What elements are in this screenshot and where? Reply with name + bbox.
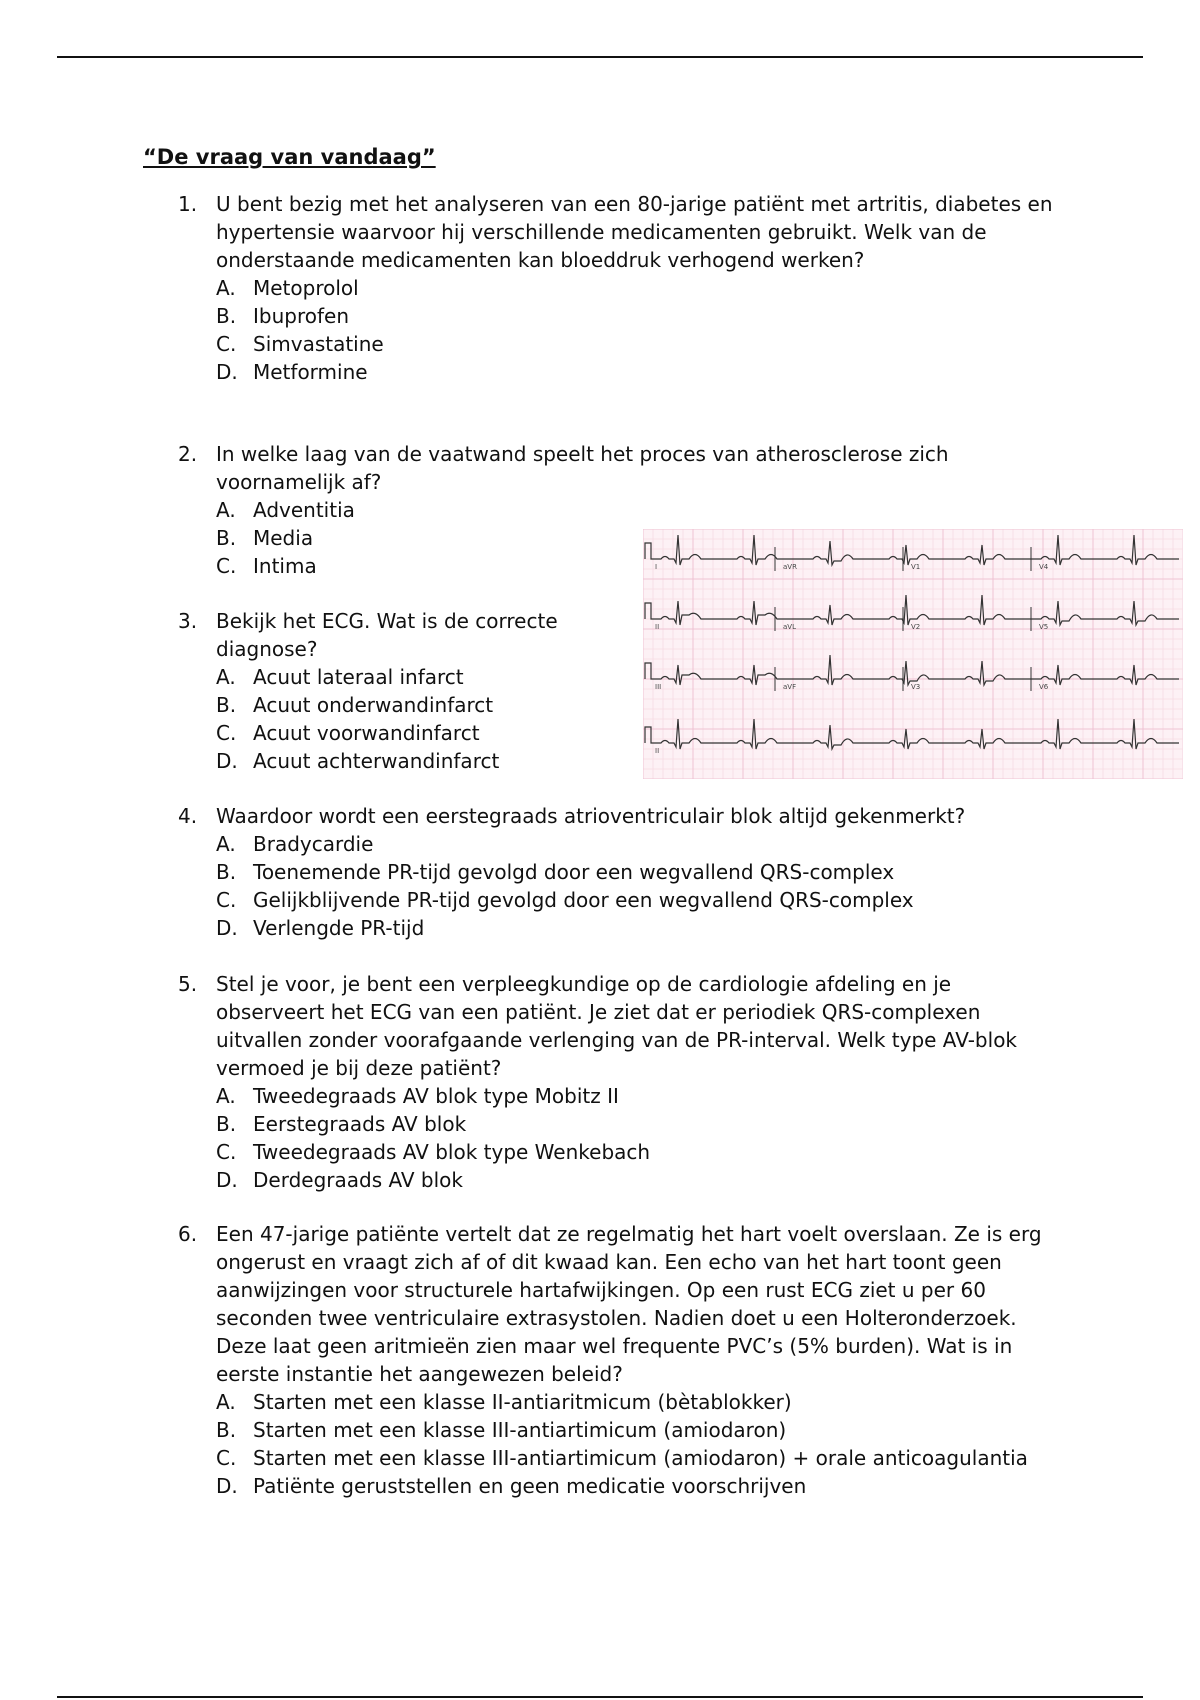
answer-option-a[interactable] — [216, 830, 1058, 858]
answer-option-c[interactable] — [216, 719, 618, 747]
answer-option-b[interactable] — [216, 858, 1058, 886]
option-text: Metoprolol — [253, 276, 359, 300]
option-text: Tweedegraads AV blok type Wenkebach — [253, 1140, 651, 1164]
option-letter: B. — [216, 1112, 237, 1136]
svg-text:V1: V1 — [911, 563, 921, 571]
option-letter: A. — [216, 1084, 236, 1108]
option-letter: C. — [216, 1140, 237, 1164]
answer-option-d[interactable] — [216, 914, 1058, 942]
question-number: 4. — [178, 804, 198, 828]
answer-options — [216, 663, 618, 775]
answer-option-b[interactable] — [216, 691, 618, 719]
option-letter: C. — [216, 554, 237, 578]
answer-option-a[interactable] — [216, 274, 1058, 302]
question-1 — [178, 190, 1058, 386]
answer-option-d[interactable] — [216, 358, 1058, 386]
option-text: Bradycardie — [253, 832, 374, 856]
question-text: In welke laag van de vaatwand speelt het proces van atherosclerose zich voornamelijk af? — [216, 442, 949, 494]
question-4 — [178, 802, 1058, 942]
answer-option-b[interactable] — [216, 1110, 1058, 1138]
option-text: Simvastatine — [253, 332, 384, 356]
answer-options — [216, 1388, 1058, 1500]
answer-options — [216, 830, 1058, 942]
option-text: Intima — [253, 554, 317, 578]
question-5 — [178, 970, 1058, 1194]
answer-option-c[interactable] — [216, 330, 1058, 358]
answer-option-c[interactable] — [216, 1138, 1058, 1166]
svg-text:aVR: aVR — [783, 563, 797, 571]
option-letter: B. — [216, 860, 237, 884]
option-text: Starten met een klasse II-antiaritmicum (bètablokker) — [253, 1390, 792, 1414]
option-text: Media — [253, 526, 314, 550]
answer-option-c[interactable] — [216, 1444, 1058, 1472]
option-letter: C. — [216, 888, 237, 912]
option-text: Acuut onderwandinfarct — [253, 693, 494, 717]
option-letter: A. — [216, 665, 236, 689]
option-letter: C. — [216, 332, 237, 356]
answer-options — [216, 1082, 1058, 1194]
option-text: Starten met een klasse III-antiartimicum (amiodaron) — [253, 1418, 787, 1442]
question-text: Waardoor wordt een eerstegraads atrioventriculair blok altijd gekenmerkt? — [216, 804, 966, 828]
option-letter: A. — [216, 1390, 236, 1414]
question-text: Stel je voor, je bent een verpleegkundige op de cardiologie afdeling en je observeert het ECG van een patiënt. Je ziet dat er periodiek QRS-complexen uitvallen zonder voorafgaande verlenging van de PR-interval. Welk type AV-blok vermoed je bij deze patiënt? — [216, 972, 1018, 1080]
ecg-image — [643, 529, 1183, 779]
option-letter: B. — [216, 526, 237, 550]
answer-option-b[interactable] — [216, 1416, 1058, 1444]
answer-option-c[interactable] — [216, 886, 1058, 914]
answer-option-a[interactable] — [216, 1388, 1058, 1416]
question-text: U bent bezig met het analyseren van een 80-jarige patiënt met artritis, diabetes en hypertensie waarvoor hij verschillende medicamenten gebruikt. Welk van de onderstaande medicamenten kan bloeddruk verhogend werken? — [216, 192, 1053, 272]
question-number: 2. — [178, 442, 198, 466]
option-text: Adventitia — [253, 498, 355, 522]
option-text: Acuut achterwandinfarct — [253, 749, 500, 773]
answer-option-d[interactable] — [216, 1472, 1058, 1500]
option-letter: D. — [216, 360, 238, 384]
option-letter: B. — [216, 693, 237, 717]
answer-option-b[interactable] — [216, 302, 1058, 330]
option-letter: C. — [216, 721, 237, 745]
option-text: Toenemende PR-tijd gevolgd door een wegvallend QRS-complex — [253, 860, 895, 884]
option-letter: B. — [216, 1418, 237, 1442]
question-number: 1. — [178, 192, 198, 216]
svg-text:II: II — [655, 747, 660, 755]
option-text: Metformine — [253, 360, 368, 384]
option-text: Gelijkblijvende PR-tijd gevolgd door een wegvallend QRS-complex — [253, 888, 914, 912]
option-text: Acuut voorwandinfarct — [253, 721, 480, 745]
svg-text:aVL: aVL — [783, 623, 796, 631]
option-letter: A. — [216, 498, 236, 522]
svg-text:I: I — [655, 563, 658, 571]
option-text: Patiënte geruststellen en geen medicatie voorschrijven — [253, 1474, 807, 1498]
answer-option-a[interactable] — [216, 663, 618, 691]
option-text: Derdegraads AV blok — [253, 1168, 463, 1192]
svg-text:V2: V2 — [911, 623, 921, 631]
option-text: Starten met een klasse III-antiartimicum (amiodaron) + orale anticoagulantia — [253, 1446, 1028, 1470]
answer-option-a[interactable] — [216, 496, 1058, 524]
option-letter: C. — [216, 1446, 237, 1470]
option-text: Ibuprofen — [253, 304, 350, 328]
option-text: Acuut lateraal infarct — [253, 665, 464, 689]
question-number: 6. — [178, 1222, 198, 1246]
option-text: Eerstegraads AV blok — [253, 1112, 467, 1136]
svg-text:II: II — [655, 623, 660, 631]
answer-option-d[interactable] — [216, 1166, 1058, 1194]
answer-option-a[interactable] — [216, 1082, 1058, 1110]
option-text: Verlengde PR-tijd — [253, 916, 425, 940]
option-letter: A. — [216, 832, 236, 856]
answer-options — [216, 274, 1058, 386]
question-text: Bekijk het ECG. Wat is de correcte diagnose? — [216, 609, 558, 661]
question-6 — [178, 1220, 1058, 1500]
svg-text:V5: V5 — [1039, 623, 1049, 631]
option-letter: D. — [216, 1168, 238, 1192]
bottom-rule — [57, 1696, 1143, 1698]
svg-text:V6: V6 — [1039, 683, 1049, 691]
option-letter: D. — [216, 749, 238, 773]
option-letter: D. — [216, 916, 238, 940]
svg-text:aVF: aVF — [783, 683, 797, 691]
svg-text:V4: V4 — [1039, 563, 1049, 571]
option-letter: B. — [216, 304, 237, 328]
option-text: Tweedegraads AV blok type Mobitz II — [253, 1084, 619, 1108]
top-rule — [57, 56, 1143, 58]
svg-text:V3: V3 — [911, 683, 921, 691]
question-number: 5. — [178, 972, 198, 996]
option-letter: A. — [216, 276, 236, 300]
question-text: Een 47-jarige patiënte vertelt dat ze regelmatig het hart voelt overslaan. Ze is erg ongerust en vraagt zich af of dit kwaad kan. Een echo van het hart toont geen aanwijzingen voor structurele hartafwijkingen. Op een rust ECG ziet u per 60 seconden twee ventriculaire extrasystolen. Nadien doet u een Holteronderzoek. Deze laat geen aritmieën zien maar wel frequente PVC’s (5% burden). Wat is in eerste instantie het aangewezen beleid? — [216, 1222, 1042, 1386]
option-letter: D. — [216, 1474, 238, 1498]
svg-text:III: III — [655, 683, 662, 691]
question-3 — [178, 607, 618, 775]
page-title: “De vraag van vandaag” — [143, 145, 436, 169]
answer-option-d[interactable] — [216, 747, 618, 775]
question-number: 3. — [178, 609, 198, 633]
